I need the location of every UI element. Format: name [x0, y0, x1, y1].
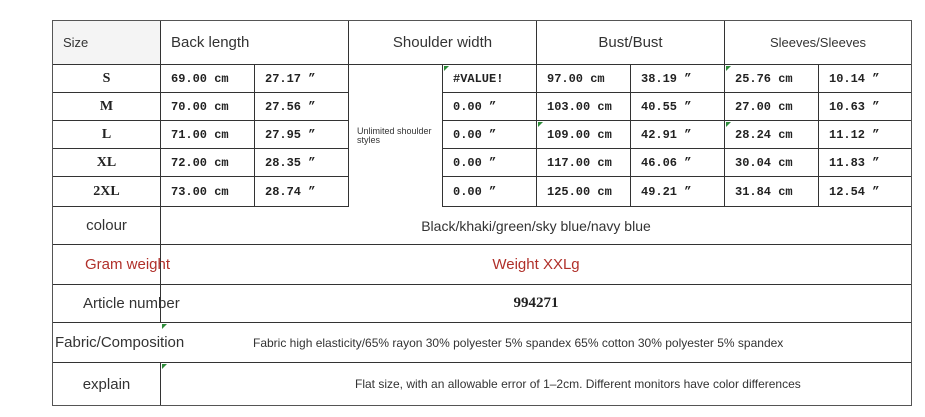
cell-marker-icon: [162, 364, 167, 369]
bust-cm-cell: 109.00 cm: [537, 121, 631, 148]
bust-cm-cell: 125.00 cm: [537, 177, 631, 206]
explain-row: [53, 363, 911, 405]
sleeve-cm-cell: 25.76 cm: [725, 65, 819, 92]
back-cm-cell: 70.00 cm: [161, 93, 255, 120]
colour-label: colour: [53, 207, 161, 244]
gram-weight-label: Gram weight: [85, 256, 171, 273]
header-back-length: Back length: [161, 21, 349, 64]
size-cell: M: [53, 93, 161, 120]
shoulder-cell: 0.00 ”: [443, 149, 537, 176]
shoulder-cell: 0.00 ”: [443, 177, 537, 206]
cell-marker-icon: [444, 66, 449, 71]
sleeve-in-cell: 10.63 ”: [829, 99, 880, 114]
sleeve-in-cell: 12.54 ”: [829, 184, 880, 199]
gram-weight-value: Weight XXLg: [492, 256, 580, 273]
gram-weight-row: [53, 245, 911, 285]
shoulder-cell: 0.00 ”: [443, 93, 537, 120]
table-row: [53, 121, 911, 149]
cell-marker-icon: [538, 122, 543, 127]
cell-marker-icon: [162, 324, 167, 329]
back-in-cell: 28.74 ”: [255, 177, 349, 206]
header-shoulder-width: Shoulder width: [349, 21, 537, 64]
sleeve-cm-cell: 28.24 cm: [725, 121, 819, 148]
size-cell: L: [53, 121, 161, 148]
sleeve-in-cell: 10.14 ”: [829, 71, 880, 86]
bust-cm-cell: 117.00 cm: [537, 149, 631, 176]
back-cm-cell: 72.00 cm: [161, 149, 255, 176]
table-row: [53, 65, 911, 93]
back-cm-cell: 69.00 cm: [161, 65, 255, 92]
back-in-cell: 27.56 ”: [255, 93, 349, 120]
header-size: Size: [53, 21, 161, 64]
sleeve-cm-cell: 30.04 cm: [725, 149, 819, 176]
article-row: [53, 285, 911, 323]
fabric-label: Fabric/Composition: [55, 323, 184, 362]
explain-value: Flat size, with an allowable error of 1–2cm. Different monitors have color differences: [355, 377, 801, 391]
colour-value: Black/khaki/green/sky blue/navy blue: [421, 217, 651, 234]
sleeve-cm-cell: 27.00 cm: [725, 93, 819, 120]
bust-cm-cell: 97.00 cm: [537, 65, 631, 92]
header-row: [53, 21, 911, 65]
sleeve-cm-cell: 31.84 cm: [725, 177, 819, 206]
back-in-cell: 27.17 ”: [255, 65, 349, 92]
back-cm-cell: 73.00 cm: [161, 177, 255, 206]
back-in-cell: 28.35 ”: [255, 149, 349, 176]
back-in-cell: 27.95 ”: [255, 121, 349, 148]
bust-in-cell: 38.19 ”: [631, 65, 725, 92]
fabric-value: Fabric high elasticity/65% rayon 30% polyester 5% spandex 65% cotton 30% polyester 5% spandex: [253, 335, 784, 350]
cell-marker-icon: [726, 66, 731, 71]
shoulder-cell: #VALUE!: [443, 65, 537, 92]
bust-cm-cell: 103.00 cm: [537, 93, 631, 120]
back-cm-cell: 71.00 cm: [161, 121, 255, 148]
shoulder-cell: 0.00 ”: [443, 121, 537, 148]
bust-in-cell: 42.91 ”: [631, 121, 725, 148]
fabric-row: [53, 323, 911, 363]
table-row: [53, 93, 911, 121]
header-bust: Bust/Bust: [537, 21, 725, 64]
sleeve-in-cell: 11.12 ”: [829, 127, 880, 142]
bust-in-cell: 40.55 ”: [631, 93, 725, 120]
size-chart-table: [52, 20, 912, 406]
bust-in-cell: 49.21 ”: [631, 177, 725, 206]
colour-row: [53, 207, 911, 245]
table-row: [53, 149, 911, 177]
bust-in-cell: 46.06 ”: [631, 149, 725, 176]
shoulder-note-cell: Unlimited shoulder styles: [349, 65, 443, 207]
size-cell: S: [53, 65, 161, 92]
sleeve-in-cell: 11.83 ”: [829, 155, 880, 170]
article-number-label: Article number: [83, 295, 180, 312]
article-number-value: 994271: [513, 295, 559, 311]
explain-label: explain: [53, 363, 161, 405]
table-row: [53, 177, 911, 207]
size-cell: XL: [53, 149, 161, 176]
size-cell: 2XL: [53, 177, 161, 206]
cell-marker-icon: [726, 122, 731, 127]
header-sleeves: Sleeves/Sleeves: [769, 35, 867, 50]
